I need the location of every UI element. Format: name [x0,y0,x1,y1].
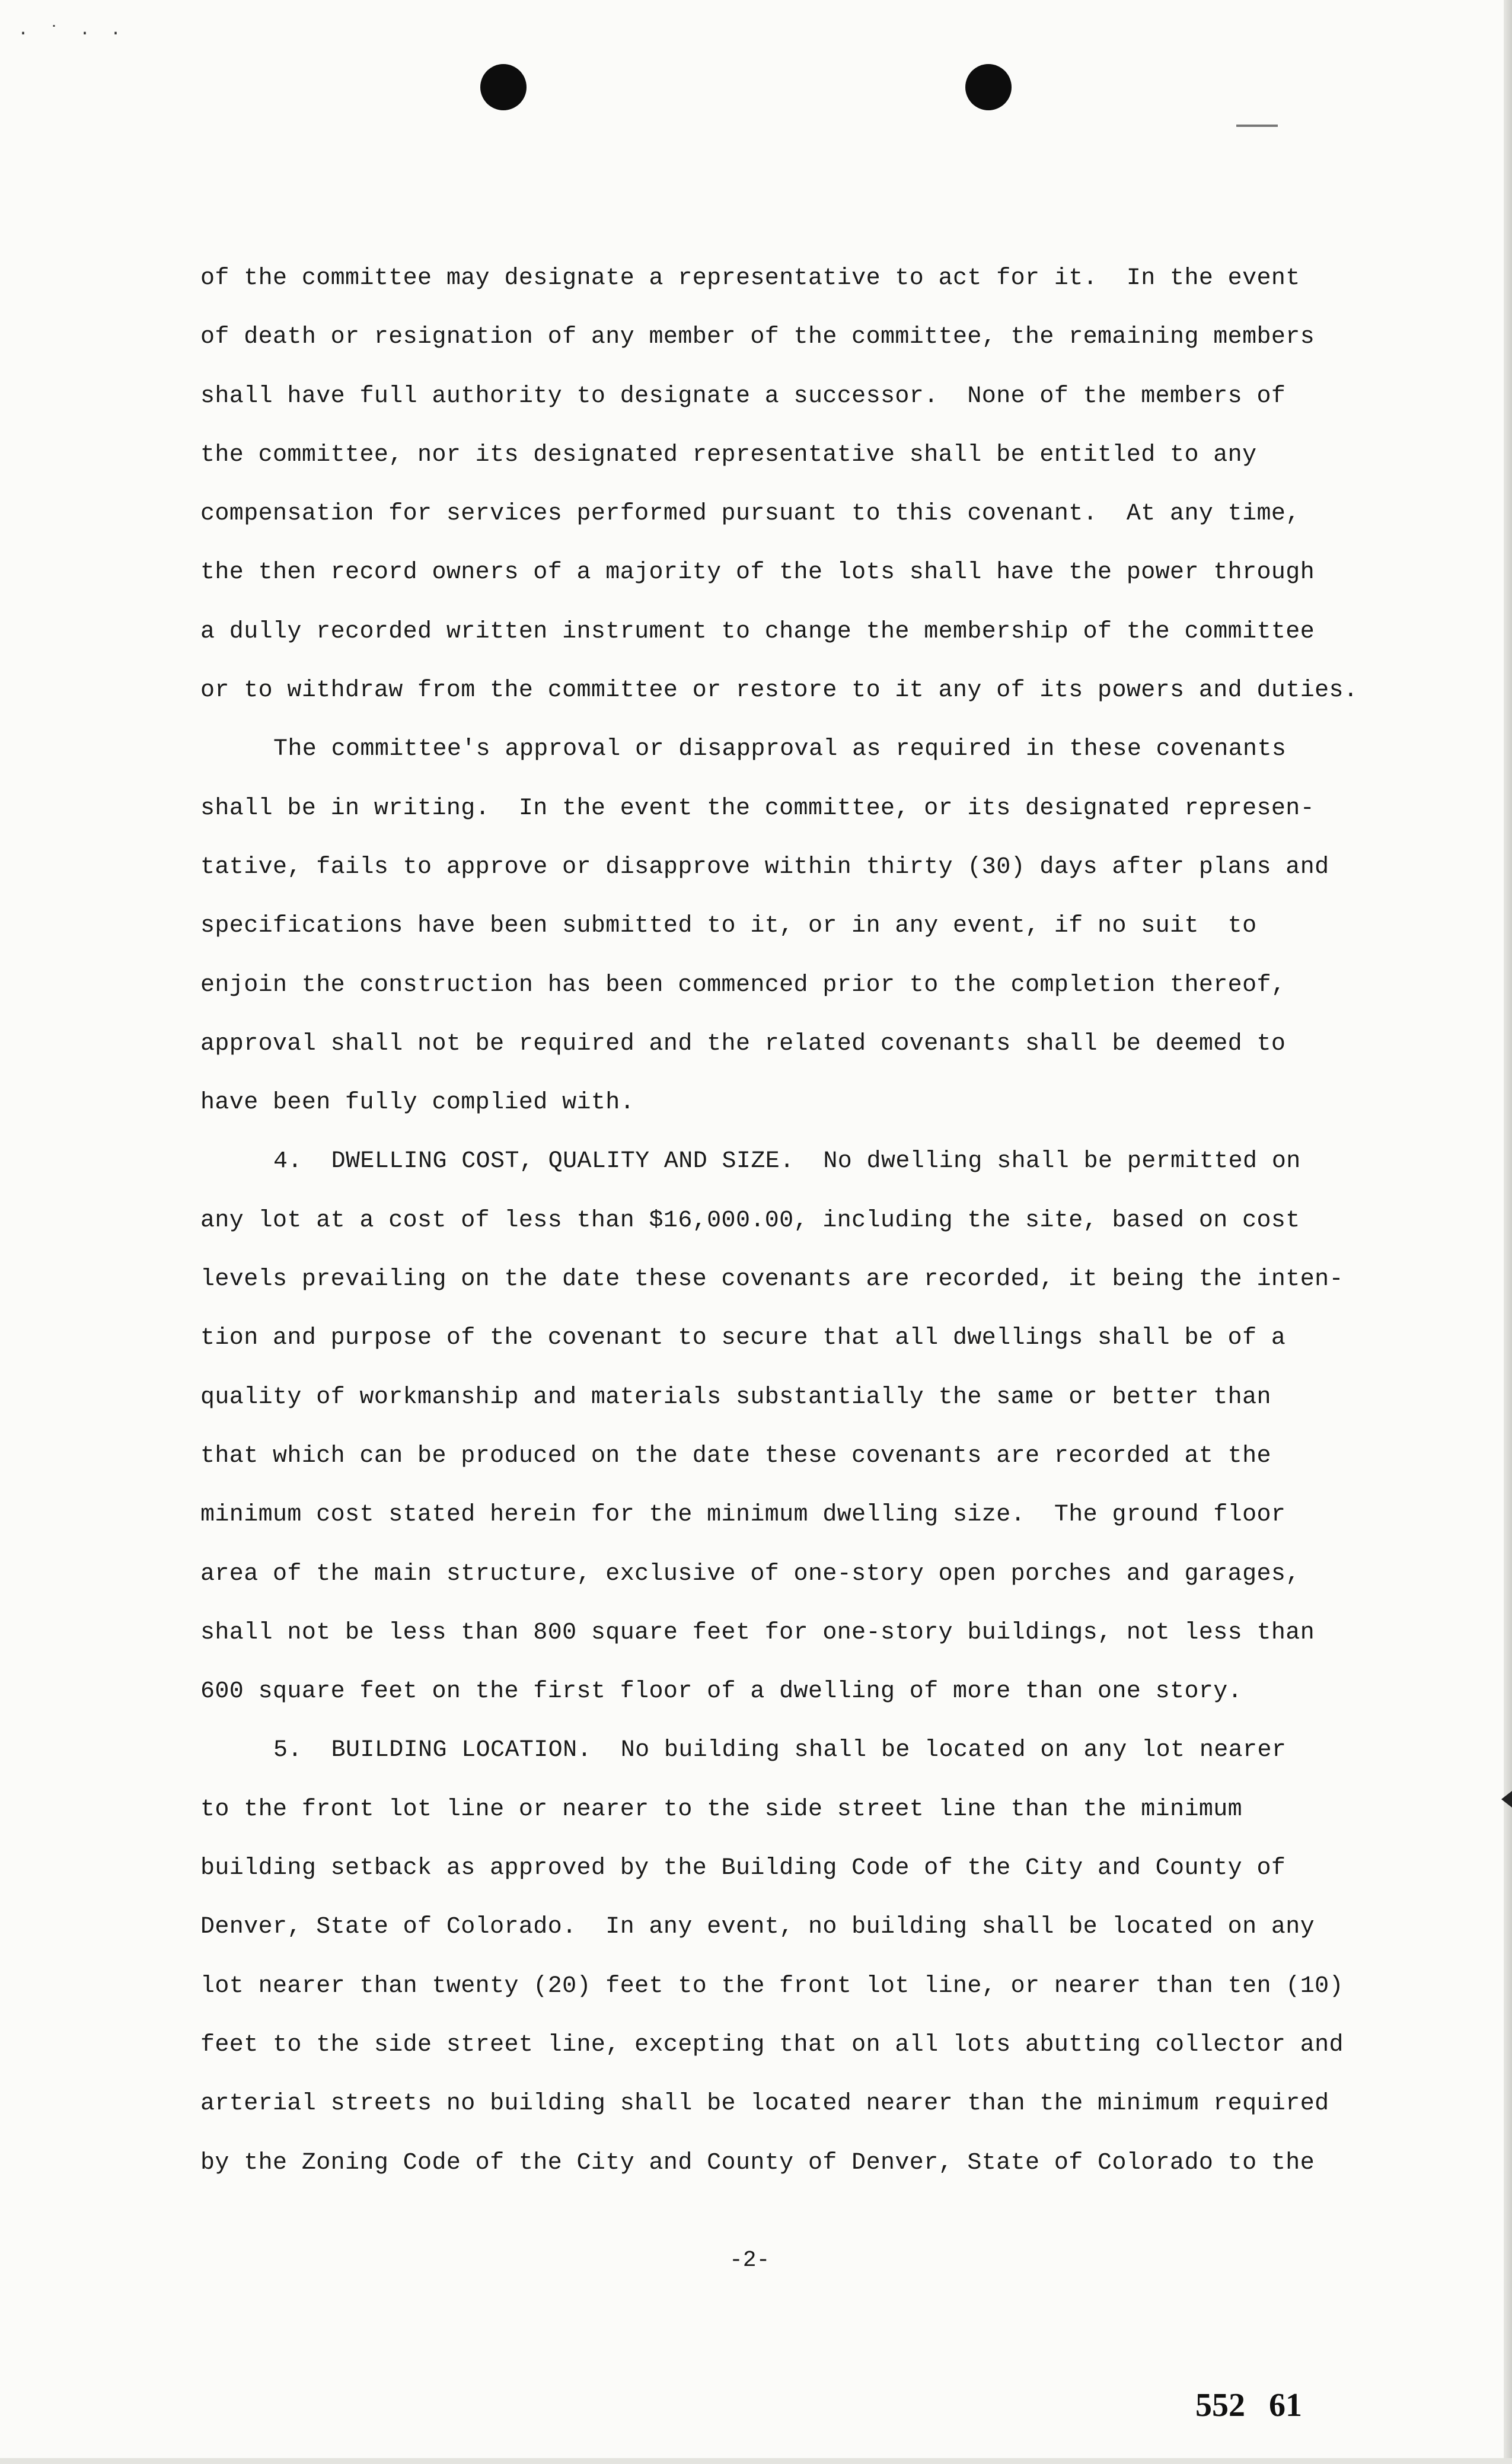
text-line: tion and purpose of the covenant to secure that all dwellings shall be of a [200,1325,1286,1352]
text-line: feet to the side street line, excepting that on all lots abutting collector and [200,2031,1344,2058]
text-line: have been fully complied with. [200,1089,635,1117]
text-line: compensation for services performed pursuant to this covenant. At any time, [200,501,1300,528]
page-number: -2- [729,2248,770,2273]
text-line: shall be in writing. In the event the committee, or its designated represen- [200,795,1315,822]
text-line: arterial streets no building shall be located nearer than the minimum required [200,2090,1329,2118]
covenant-body-text [200,249,1386,2192]
text-line: the then record owners of a majority of the lots shall have the power through [200,559,1315,586]
punch-hole-left [480,64,527,110]
scan-specks: · ˙ · · [18,24,126,44]
scan-mark [1236,125,1278,127]
punch-hole-right [965,64,1012,110]
book-number: 552 [1195,2387,1245,2424]
text-line: 600 square feet on the first floor of a dwelling of more than one story. [200,1678,1243,1706]
text-line: that which can be produced on the date these covenants are recorded at the [200,1442,1271,1470]
page-edge-shadow [1504,0,1512,2464]
text-line: the committee, nor its designated representative shall be entitled to any [200,441,1257,468]
edge-tab-mark [1501,1791,1512,1808]
text-line: tative, fails to approve or disapprove within thirty (30) days after plans and [200,853,1329,881]
text-line: 5. BUILDING LOCATION. No building shall be located on any lot nearer [273,1737,1287,1764]
text-line: by the Zoning Code of the City and County of Denver, State of Colorado to the [200,2149,1315,2176]
text-line: lot nearer than twenty (20) feet to the front lot line, or nearer than ten (10) [200,1972,1344,2000]
text-line: building setback as approved by the Building Code of the City and County of [200,1855,1286,1882]
text-line: any lot at a cost of less than $16,000.00, including the site, based on cost [200,1207,1300,1234]
text-line: Denver, State of Colorado. In any event, no building shall be located on any [200,1914,1315,1941]
text-line: of death or resignation of any member of the committee, the remaining members [200,324,1315,351]
text-line: enjoin the construction has been commenced prior to the completion thereof, [200,971,1286,999]
text-line: approval shall not be required and the related covenants shall be deemed to [200,1030,1286,1057]
text-line: to the front lot line or nearer to the side street line than the minimum [200,1796,1243,1823]
text-line: a dully recorded written instrument to change the membership of the committee [200,618,1315,645]
page-reference: 61 [1269,2387,1302,2424]
text-line: The committee's approval or disapproval as required in these covenants [273,736,1287,763]
text-line: minimum cost stated herein for the minimum dwelling size. The ground floor [200,1502,1286,1529]
text-line: area of the main structure, exclusive of one-story open porches and garages, [200,1560,1300,1588]
text-line: quality of workmanship and materials substantially the same or better than [200,1384,1271,1411]
text-line: 4. DWELLING COST, QUALITY AND SIZE. No dwelling shall be permitted on [273,1148,1301,1175]
text-line: specifications have been submitted to it, or in any event, if no suit to [200,913,1257,940]
text-line: shall not be less than 800 square feet for one-story buildings, not less than [200,1619,1315,1646]
text-line: shall have full authority to designate a successor. None of the members of [200,382,1286,410]
text-line: levels prevailing on the date these covenants are recorded, it being the inten- [200,1266,1344,1293]
text-line: or to withdraw from the committee or restore to it any of its powers and duties. [200,677,1358,705]
text-line: of the committee may designate a representative to act for it. In the event [200,265,1300,292]
recording-reference [1162,2348,1302,2462]
